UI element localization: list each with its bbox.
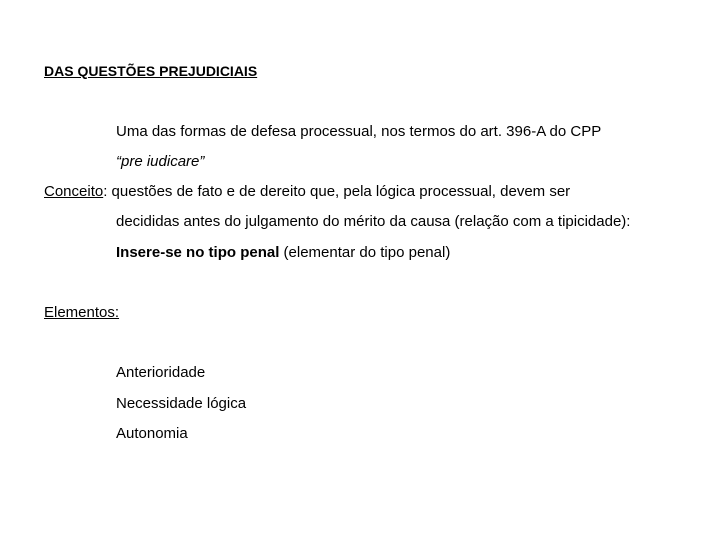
intro-text: Uma das formas de defesa processual, nos termos do art. 396-A do CPP	[116, 123, 602, 140]
conceito-line	[44, 183, 570, 201]
conceito-text: questões de fato e de dereito que, pela lógica processual, devem ser	[107, 183, 571, 200]
list-item: Anterioridade	[116, 364, 206, 381]
list-item: Necessidade lógica	[116, 395, 247, 412]
list-item: Autonomia	[116, 425, 188, 442]
conceito-separator: :	[103, 183, 108, 200]
insere-bold-text: Insere-se no tipo penal	[116, 244, 280, 261]
latin-term: “pre iudicare”	[116, 153, 205, 170]
conceito-continuation: decididas antes do julgamento do mérito da causa (relação com a tipicidade):	[116, 213, 631, 230]
insere-line	[116, 244, 450, 262]
elementos-label: Elementos:	[44, 304, 120, 321]
insere-rest-text: (elementar do tipo penal)	[279, 244, 451, 261]
conceito-label: Conceito	[44, 183, 104, 200]
page-title: DAS QUESTÕES PREJUDICIAIS	[44, 63, 258, 79]
